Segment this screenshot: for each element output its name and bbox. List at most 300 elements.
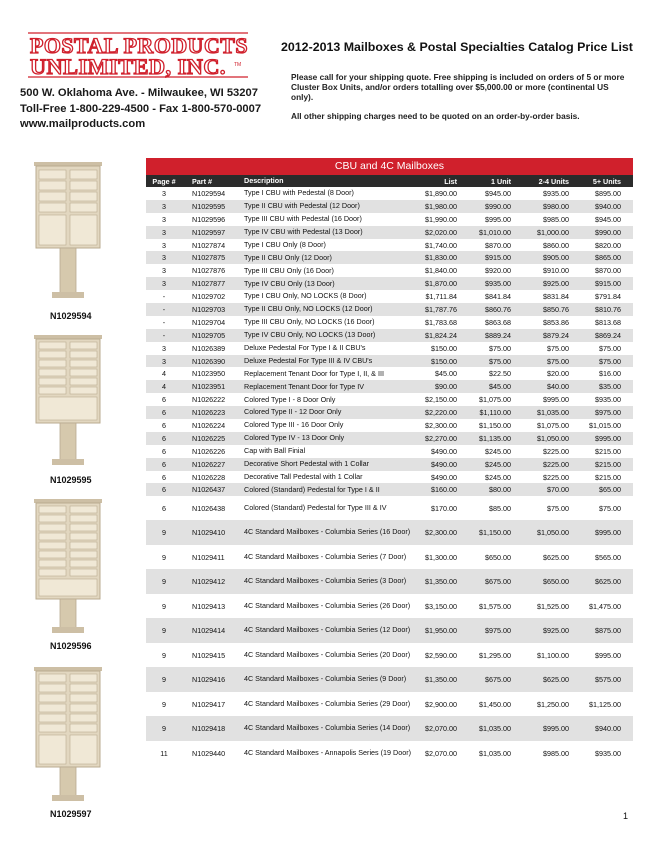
cell-2-4-units-price: $75.00 (547, 356, 569, 366)
cell-2-4-units-price: $40.00 (547, 382, 569, 392)
cell-description: 4C Standard Mailboxes - Columbia Series (20 Door) (244, 649, 411, 659)
cell-part: N1029414 (192, 626, 226, 636)
cell-page: 4 (162, 369, 166, 379)
cell-2-4-units-price: $1,525.00 (537, 601, 569, 611)
cell-description: Replacement Tenant Door for Type IV (244, 381, 364, 391)
cell-part: N1029411 (192, 552, 225, 562)
cell-part: N1026390 (192, 356, 226, 366)
cell-1-unit-price: $915.00 (485, 253, 511, 263)
cell-5-units-price: $945.00 (595, 214, 621, 224)
cell-part: N1026437 (192, 485, 226, 495)
cell-part: N1029704 (192, 317, 226, 327)
cell-list-price: $2,270.00 (425, 433, 457, 443)
cell-2-4-units-price: $70.00 (547, 485, 569, 495)
cell-5-units-price: $215.00 (595, 446, 621, 456)
cell-description: Type IV CBU Only (13 Door) (244, 278, 335, 288)
shipping-note-quote: All other shipping charges need to be quoted on an order-by-order basis. (291, 110, 580, 121)
cell-5-units-price: $65.00 (599, 485, 621, 495)
cell-2-4-units-price: $850.76 (543, 304, 569, 314)
cell-5-units-price: $16.00 (599, 369, 621, 379)
cell-page: 3 (162, 356, 166, 366)
cell-5-units-price: $813.68 (595, 317, 621, 327)
cell-description: 4C Standard Mailboxes - Columbia Series (14 Door) (244, 723, 411, 733)
page-number: 1 (623, 811, 629, 821)
table-row (146, 545, 633, 570)
cell-1-unit-price: $975.00 (485, 626, 511, 636)
cell-description: Deluxe Pedestal For Type I & II CBU's (244, 342, 366, 352)
cell-part: N1026227 (192, 459, 226, 469)
cell-description: Type IV CBU with Pedestal (13 Door) (244, 226, 363, 236)
table-row (146, 316, 633, 329)
cell-description: Type III CBU Only, NO LOCKS (16 Door) (244, 317, 375, 327)
cell-5-units-price: $869.24 (595, 330, 621, 340)
cell-5-units-price: $895.00 (595, 188, 621, 198)
cell-page: 9 (162, 675, 166, 685)
cell-list-price: $1,830.00 (425, 253, 457, 263)
cell-2-4-units-price: $925.00 (543, 279, 569, 289)
cell-part: N1029705 (192, 330, 226, 340)
table-title: CBU and 4C Mailboxes (146, 158, 633, 175)
cell-2-4-units-price: $995.00 (543, 395, 569, 405)
product-label: N1029596 (50, 641, 92, 651)
cell-list-price: $170.00 (431, 503, 457, 513)
product-label: N1029594 (50, 311, 92, 321)
cell-description: Colored (Standard) Pedestal for Type III & IV (244, 503, 387, 513)
table-row (146, 380, 633, 393)
cell-1-unit-price: $1,575.00 (479, 601, 511, 611)
cell-2-4-units-price: $1,000.00 (537, 227, 569, 237)
cell-page: 3 (162, 201, 166, 211)
cell-1-unit-price: $945.00 (485, 188, 511, 198)
cell-description: Type III CBU with Pedestal (16 Door) (244, 214, 362, 224)
company-phones: Toll-Free 1-800-229-4500 - Fax 1-800-570-0007 (20, 102, 262, 115)
cell-1-unit-price: $920.00 (485, 266, 511, 276)
cell-description: Replacement Tenant Door for Type I, II, & III (244, 368, 384, 378)
table-row (146, 187, 633, 200)
table-row (146, 277, 633, 290)
cell-1-unit-price: $1,150.00 (479, 528, 511, 538)
cell-part: N1029417 (192, 699, 226, 709)
cell-5-units-price: $810.76 (595, 304, 621, 314)
cell-2-4-units-price: $1,075.00 (537, 420, 569, 430)
cell-description: Colored Type I - 8 Door Only (244, 394, 336, 404)
product-image-cbu-type4 (28, 665, 128, 803)
cell-page: - (162, 304, 166, 314)
cell-5-units-price: $791.84 (595, 292, 621, 302)
cell-list-price: $1,990.00 (425, 214, 457, 224)
cell-5-units-price: $215.00 (595, 472, 621, 482)
cell-5-units-price: $995.00 (595, 433, 621, 443)
cell-list-price: $1,890.00 (425, 188, 457, 198)
cell-1-unit-price: $1,110.00 (479, 408, 511, 418)
col-header-description: Description (244, 176, 284, 185)
logo-trademark: TM (234, 62, 242, 68)
cell-5-units-price: $935.00 (595, 395, 621, 405)
cell-2-4-units-price: $831.84 (543, 292, 569, 302)
cell-1-unit-price: $1,035.00 (479, 748, 511, 758)
cell-2-4-units-price: $225.00 (543, 472, 569, 482)
cell-part: N1026223 (192, 408, 226, 418)
table-row (146, 342, 633, 355)
cell-5-units-price: $995.00 (595, 528, 621, 538)
cell-part: N1027876 (192, 266, 226, 276)
cell-description: Type I CBU Only, NO LOCKS (8 Door) (244, 291, 367, 301)
cell-2-4-units-price: $879.24 (543, 330, 569, 340)
cell-2-4-units-price: $860.00 (543, 240, 569, 250)
cell-list-price: $2,220.00 (425, 408, 457, 418)
table-row (146, 213, 633, 226)
cell-5-units-price: $565.00 (595, 552, 621, 562)
catalog-title: 2012-2013 Mailboxes & Postal Specialties Catalog Price List (281, 40, 633, 54)
table-row (146, 483, 633, 496)
cell-description: 4C Standard Mailboxes - Columbia Series (16 Door) (244, 527, 411, 537)
cell-5-units-price: $865.00 (595, 253, 621, 263)
cell-1-unit-price: $870.00 (485, 240, 511, 250)
cell-list-price: $490.00 (431, 472, 457, 482)
cell-description: Cap with Ball Finial (244, 446, 306, 456)
cell-list-price: $2,020.00 (425, 227, 457, 237)
cell-1-unit-price: $650.00 (485, 552, 511, 562)
cell-1-unit-price: $675.00 (485, 577, 511, 587)
table-row (146, 393, 633, 406)
cell-2-4-units-price: $1,035.00 (537, 408, 569, 418)
cell-page: 3 (162, 227, 166, 237)
table-row (146, 406, 633, 419)
cell-list-price: $150.00 (431, 343, 457, 353)
product-image-cbu-type1 (28, 160, 128, 300)
company-contact (20, 86, 261, 133)
col-header-part: Part # (192, 176, 212, 186)
cell-part: N1026228 (192, 472, 226, 482)
cell-page: 9 (162, 650, 166, 660)
cell-list-price: $2,150.00 (425, 395, 457, 405)
cell-5-units-price: $820.00 (595, 240, 621, 250)
cell-list-price: $2,300.00 (425, 420, 457, 430)
table-row (146, 419, 633, 432)
cell-list-price: $2,590.00 (425, 650, 457, 660)
cell-list-price: $2,900.00 (425, 699, 457, 709)
cell-list-price: $45.00 (435, 369, 457, 379)
cell-part: N1029594 (192, 188, 226, 198)
cell-description: Type I CBU with Pedestal (8 Door) (244, 188, 354, 198)
cell-5-units-price: $75.00 (599, 356, 621, 366)
cell-2-4-units-price: $853.86 (543, 317, 569, 327)
product-label: N1029595 (50, 475, 92, 485)
cell-1-unit-price: $1,075.00 (479, 395, 511, 405)
cell-list-price: $1,783.68 (425, 317, 457, 327)
cell-description: Type I CBU Only (8 Door) (244, 239, 326, 249)
cell-5-units-price: $75.00 (599, 343, 621, 353)
cell-description: Type II CBU with Pedestal (12 Door) (244, 201, 360, 211)
cell-1-unit-price: $22.50 (489, 369, 511, 379)
cell-page: - (162, 292, 166, 302)
cell-part: N1027877 (192, 279, 226, 289)
cell-1-unit-price: $75.00 (489, 356, 511, 366)
cell-1-unit-price: $1,450.00 (479, 699, 511, 709)
cell-1-unit-price: $1,035.00 (479, 724, 511, 734)
table-row (146, 496, 633, 520)
cell-1-unit-price: $675.00 (485, 675, 511, 685)
cell-part: N1029416 (192, 675, 226, 685)
cell-part: N1029410 (192, 528, 226, 538)
table-row (146, 643, 633, 668)
cell-page: 9 (162, 699, 166, 709)
cell-page: 3 (162, 188, 166, 198)
cell-1-unit-price: $245.00 (485, 472, 511, 482)
company-address: 500 W. Oklahoma Ave. - Milwaukee, WI 53207 (20, 87, 258, 99)
cell-part: N1029703 (192, 304, 226, 314)
table-row (146, 569, 633, 594)
cell-5-units-price: $1,475.00 (589, 601, 621, 611)
table-row (146, 520, 633, 545)
cell-1-unit-price: $995.00 (485, 214, 511, 224)
product-image-cbu-type3 (28, 497, 128, 635)
cell-part: N1029415 (192, 650, 226, 660)
cell-part: N1029440 (192, 748, 226, 758)
cell-description: Colored Type IV - 13 Door Only (244, 433, 345, 443)
product-label: N1029597 (50, 809, 92, 819)
price-table (146, 158, 633, 765)
cell-5-units-price: $1,125.00 (589, 699, 621, 709)
cell-2-4-units-price: $1,250.00 (537, 699, 569, 709)
company-website[interactable]: www.mailproducts.com (20, 118, 146, 130)
table-row (146, 200, 633, 213)
cell-page: 9 (162, 528, 166, 538)
cell-part: N1023950 (192, 369, 226, 379)
cell-part: N1026225 (192, 433, 226, 443)
cell-list-price: $2,070.00 (425, 724, 457, 734)
cell-5-units-price: $870.00 (595, 266, 621, 276)
cell-page: 9 (162, 626, 166, 636)
cell-list-price: $1,870.00 (425, 279, 457, 289)
cell-part: N1029595 (192, 201, 226, 211)
table-row (146, 367, 633, 380)
cell-1-unit-price: $80.00 (489, 485, 511, 495)
cell-description: Deluxe Pedestal For Type III & IV CBU's (244, 355, 373, 365)
col-header-2-4-units: 2-4 Units (538, 176, 569, 186)
cell-5-units-price: $995.00 (595, 650, 621, 660)
cell-1-unit-price: $860.76 (485, 304, 511, 314)
cell-2-4-units-price: $225.00 (543, 459, 569, 469)
cell-description: Type II CBU Only (12 Door) (244, 252, 332, 262)
cell-description: Type IV CBU Only, NO LOCKS (13 Door) (244, 330, 376, 340)
cell-page: 6 (162, 420, 166, 430)
cell-list-price: $150.00 (431, 356, 457, 366)
cell-part: N1029597 (192, 227, 226, 237)
cell-2-4-units-price: $980.00 (543, 201, 569, 211)
cell-2-4-units-price: $1,050.00 (537, 433, 569, 443)
cell-1-unit-price: $245.00 (485, 446, 511, 456)
cell-2-4-units-price: $905.00 (543, 253, 569, 263)
cell-description: 4C Standard Mailboxes - Columbia Series (9 Door) (244, 674, 407, 684)
cell-description: Colored Type III - 16 Door Only (244, 420, 344, 430)
cell-2-4-units-price: $1,050.00 (537, 528, 569, 538)
cell-part: N1029702 (192, 292, 226, 302)
cell-page: 3 (162, 214, 166, 224)
cell-2-4-units-price: $985.00 (543, 214, 569, 224)
cell-list-price: $3,150.00 (425, 601, 457, 611)
cell-part: N1026226 (192, 446, 226, 456)
cell-list-price: $1,950.00 (425, 626, 457, 636)
cell-2-4-units-price: $985.00 (543, 748, 569, 758)
cell-description: 4C Standard Mailboxes - Columbia Series (12 Door) (244, 625, 411, 635)
cell-list-price: $90.00 (435, 382, 457, 392)
cell-page: 6 (162, 485, 166, 495)
cell-list-price: $490.00 (431, 459, 457, 469)
cell-page: 6 (162, 459, 166, 469)
table-row (146, 692, 633, 717)
table-row (146, 226, 633, 239)
cell-description: Decorative Tall Pedestal with 1 Collar (244, 471, 363, 481)
cell-1-unit-price: $85.00 (489, 503, 511, 513)
cell-1-unit-price: $1,150.00 (479, 420, 511, 430)
cell-page: 6 (162, 472, 166, 482)
table-row (146, 355, 633, 368)
cell-page: 3 (162, 253, 166, 263)
cell-list-price: $1,740.00 (425, 240, 457, 250)
cell-5-units-price: $975.00 (595, 408, 621, 418)
cell-description: Colored Type II - 12 Door Only (244, 407, 342, 417)
cell-list-price: $1,787.76 (425, 304, 457, 314)
cell-list-price: $160.00 (431, 485, 457, 495)
cell-page: 9 (162, 601, 166, 611)
table-row (146, 290, 633, 303)
table-body (146, 187, 633, 765)
cell-part: N1026224 (192, 420, 226, 430)
cell-5-units-price: $990.00 (595, 227, 621, 237)
cell-list-price: $1,980.00 (425, 201, 457, 211)
cell-page: 3 (162, 279, 166, 289)
col-header-page: Page # (152, 176, 176, 186)
cell-5-units-price: $940.00 (595, 724, 621, 734)
cell-list-price: $1,840.00 (425, 266, 457, 276)
cell-5-units-price: $935.00 (595, 748, 621, 758)
cell-list-price: $1,824.24 (425, 330, 457, 340)
logo-line1: Postal Products (30, 33, 248, 58)
cell-5-units-price: $75.00 (599, 503, 621, 513)
cell-page: 9 (162, 577, 166, 587)
cell-page: 9 (162, 724, 166, 734)
cell-page: 3 (162, 343, 166, 353)
cell-2-4-units-price: $650.00 (543, 577, 569, 587)
cell-list-price: $1,711.84 (425, 292, 457, 302)
cell-1-unit-price: $841.84 (485, 292, 511, 302)
cell-page: 6 (162, 503, 166, 513)
cell-2-4-units-price: $75.00 (547, 503, 569, 513)
table-row (146, 432, 633, 445)
cell-2-4-units-price: $225.00 (543, 446, 569, 456)
cell-2-4-units-price: $75.00 (547, 343, 569, 353)
cell-1-unit-price: $45.00 (489, 382, 511, 392)
cell-5-units-price: $915.00 (595, 279, 621, 289)
cell-part: N1027875 (192, 253, 226, 263)
table-row (146, 239, 633, 252)
cell-page: - (162, 317, 166, 327)
cell-page: 6 (162, 395, 166, 405)
cell-2-4-units-price: $935.00 (543, 188, 569, 198)
table-row (146, 251, 633, 264)
cell-2-4-units-price: $925.00 (543, 626, 569, 636)
table-row (146, 264, 633, 277)
shipping-note-free: Please call for your shipping quote. Free shipping is included on orders of 5 or more Cluster Box Units, and/or orders totalling over $5,000.00 or more (continental US only). (291, 72, 625, 103)
cell-1-unit-price: $245.00 (485, 459, 511, 469)
cell-1-unit-price: $1,295.00 (479, 650, 511, 660)
cell-page: 6 (162, 408, 166, 418)
cell-part: N1026438 (192, 503, 226, 513)
cell-page: 6 (162, 433, 166, 443)
cell-page: - (162, 330, 166, 340)
cell-1-unit-price: $889.24 (485, 330, 511, 340)
cell-5-units-price: $575.00 (595, 675, 621, 685)
table-row (146, 329, 633, 342)
cell-list-price: $490.00 (431, 446, 457, 456)
cell-part: N1023951 (192, 382, 226, 392)
col-header-1-unit: 1 Unit (491, 176, 511, 186)
table-row (146, 667, 633, 692)
table-header-row (146, 175, 633, 187)
cell-page: 11 (160, 748, 168, 758)
cell-list-price: $2,300.00 (425, 528, 457, 538)
cell-2-4-units-price: $910.00 (543, 266, 569, 276)
cell-1-unit-price: $863.68 (485, 317, 511, 327)
cell-part: N1026222 (192, 395, 226, 405)
shipping-notes (291, 72, 631, 129)
cell-2-4-units-price: $1,100.00 (537, 650, 569, 660)
table-row (146, 303, 633, 316)
cell-part: N1027874 (192, 240, 226, 250)
col-header-list: List (444, 176, 457, 186)
cell-part: N1026389 (192, 343, 226, 353)
cell-part: N1029412 (192, 577, 226, 587)
cell-list-price: $1,350.00 (425, 577, 457, 587)
cell-page: 4 (162, 382, 166, 392)
cell-1-unit-price: $1,135.00 (479, 433, 511, 443)
cell-description: 4C Standard Mailboxes - Columbia Series (29 Door) (244, 698, 411, 708)
cell-5-units-price: $215.00 (595, 459, 621, 469)
cell-1-unit-price: $990.00 (485, 201, 511, 211)
logo-line2: Unlimited, Inc. (30, 54, 226, 79)
cell-2-4-units-price: $995.00 (543, 724, 569, 734)
cell-description: 4C Standard Mailboxes - Columbia Series (7 Door) (244, 551, 407, 561)
cell-list-price: $1,300.00 (425, 552, 457, 562)
cell-2-4-units-price: $625.00 (543, 552, 569, 562)
cell-1-unit-price: $1,010.00 (479, 227, 511, 237)
cell-page: 6 (162, 446, 166, 456)
cell-description: Type III CBU Only (16 Door) (244, 265, 334, 275)
cell-description: 4C Standard Mailboxes - Columbia Series (3 Door) (244, 576, 407, 586)
cell-1-unit-price: $935.00 (485, 279, 511, 289)
cell-5-units-price: $940.00 (595, 201, 621, 211)
cell-list-price: $1,350.00 (425, 675, 457, 685)
cell-5-units-price: $875.00 (595, 626, 621, 636)
cell-1-unit-price: $75.00 (489, 343, 511, 353)
cell-list-price: $2,070.00 (425, 748, 457, 758)
cell-5-units-price: $625.00 (595, 577, 621, 587)
table-row (146, 716, 633, 741)
cell-page: 3 (162, 240, 166, 250)
cell-5-units-price: $1,015.00 (589, 420, 621, 430)
table-row (146, 471, 633, 484)
cell-part: N1029418 (192, 724, 226, 734)
cell-2-4-units-price: $625.00 (543, 675, 569, 685)
col-header-5-units: 5+ Units (592, 176, 621, 186)
table-row (146, 458, 633, 471)
cell-description: Colored (Standard) Pedestal for Type I & II (244, 484, 380, 494)
cell-2-4-units-price: $20.00 (547, 369, 569, 379)
table-row (146, 594, 633, 619)
product-image-cbu-type2 (28, 333, 128, 468)
table-row (146, 741, 633, 766)
